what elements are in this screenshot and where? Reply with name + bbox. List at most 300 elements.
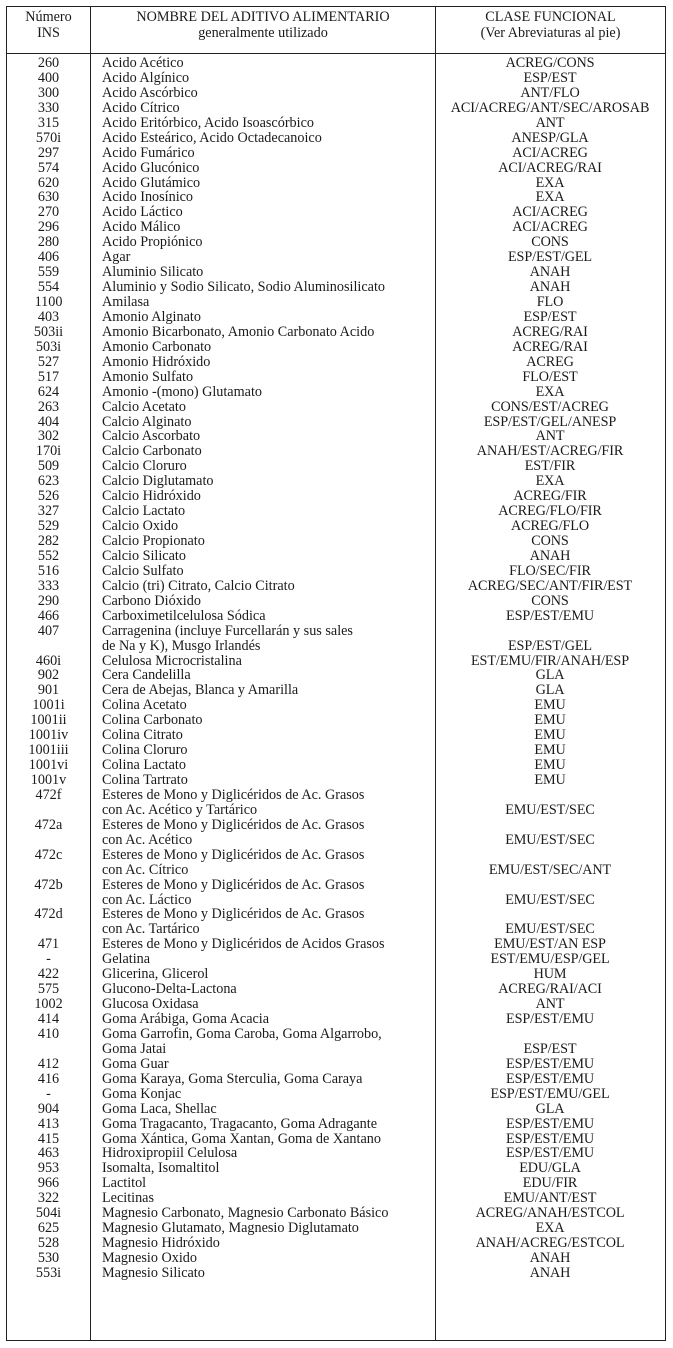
ins-number: 623 [37,473,60,490]
table-row [7,728,665,743]
additive-name-line: Goma Garrofin, Goma Caroba, Goma Algarrobo, [102,1025,382,1042]
functional-class-text: ACREG/CONS [505,55,595,71]
functional-class [435,713,665,728]
table-body [7,56,665,1281]
additive-name [90,1117,435,1132]
additive-name-line: Acido Láctico [102,204,183,221]
functional-class-text: CONS [531,234,569,251]
ins-number: 953 [37,1160,60,1177]
functional-class-text: EXA [535,473,565,490]
additive-name-line: Goma Karaya, Goma Sterculia, Goma Caraya [102,1070,363,1087]
functional-class-text: EMU/EST/AN ESP [494,936,606,953]
additive-name [90,415,435,430]
header-text: CLASE FUNCIONAL [485,9,616,25]
additive-name [90,937,435,952]
ins-number: 1001iii [28,742,69,759]
ins-number: 530 [37,1250,60,1266]
table-row [7,564,665,579]
additive-name-line: Esteres de Mono y Diglicéridos de Ac. Grasos [102,876,365,893]
ins-number: 333 [37,577,60,594]
table-row [7,1102,665,1117]
table-row [7,609,665,624]
additive-name-line: Colina Citrato [102,727,183,744]
functional-class [435,1027,665,1057]
additive-name-line: Colina Acetato [102,697,187,714]
table-row [7,190,665,205]
table-row [7,997,665,1012]
functional-class-text: EMU [534,712,566,729]
additive-name [90,624,435,654]
additive-name-line: Carboximetilcelulosa Sódica [102,607,266,624]
additive-name [90,668,435,683]
ins-number: 290 [37,592,60,609]
functional-class [435,146,665,161]
additive-name [90,609,435,624]
functional-class-text: ANESP/GLA [511,129,589,146]
ins-number: - [46,951,51,968]
additive-name [90,952,435,967]
ins-number: 472d [34,906,63,923]
table-row [7,773,665,788]
additive-name [90,997,435,1012]
functional-class [435,131,665,146]
header-text: (Ver Abreviaturas al pie) [480,25,621,41]
functional-class [435,818,665,848]
additive-name-line: Acido Fumárico [102,144,195,161]
ins-number: 406 [37,249,60,266]
additive-name [90,340,435,355]
additive-name-line: Acido Acético [102,55,184,71]
functional-class-text: FLO/EST [522,368,578,385]
additive-name [90,698,435,713]
ins-number: 300 [37,84,60,101]
additive-name-line: Aluminio y Sodio Silicato, Sodio Aluminosilicato [102,279,385,296]
header-divider [7,53,665,54]
functional-class [435,878,665,908]
additive-name [90,1027,435,1057]
functional-class-text: ACREG/RAI/ACI [498,981,602,998]
ins-number: 472a [34,816,63,833]
functional-class-text: EMU [534,742,566,759]
functional-class-text: ACREG/RAI [512,323,588,340]
functional-class [435,116,665,131]
table-row [7,474,665,489]
additive-name [90,1221,435,1236]
functional-class [435,190,665,205]
ins-number: 509 [37,458,60,475]
functional-class [435,997,665,1012]
ins-number: 315 [37,114,60,131]
additive-name-line: Esteres de Mono y Diglicéridos de Ac. Grasos [102,816,365,833]
additive-name-line: Celulosa Microcristalina [102,652,242,669]
additive-name [90,400,435,415]
additive-name-line: Amilasa [102,294,150,310]
additive-name-line: Magnesio Hidróxido [102,1235,220,1252]
functional-class [435,1251,665,1266]
functional-class-text: EXA [535,383,565,400]
additive-name [90,146,435,161]
header-ins-number [7,9,90,53]
additive-name [90,564,435,579]
additive-name [90,1087,435,1102]
additive-name-line: Lactitol [102,1175,147,1192]
functional-class [435,698,665,713]
additive-name-line: Carragenina (incluye Furcellarán y sus sales [102,622,353,639]
functional-class-text: ESP/EST/EMU [506,607,594,624]
table-row [7,161,665,176]
table-row [7,1161,665,1176]
additive-name [90,385,435,400]
additive-name-line: Calcio Hidróxido [102,488,201,505]
additive-name [90,370,435,385]
functional-class [435,220,665,235]
functional-class-text: HUM [533,966,567,983]
table-row [7,116,665,131]
functional-class [435,1057,665,1072]
functional-class [435,1087,665,1102]
functional-class [435,489,665,504]
additive-name [90,1102,435,1117]
table-row [7,624,665,654]
ins-number: 466 [37,607,60,624]
table-row [7,654,665,669]
additive-name-line: Magnesio Oxido [102,1250,197,1266]
additive-name [90,444,435,459]
ins-number: 554 [37,279,60,296]
functional-class [435,1161,665,1176]
functional-class-text: ANAH [529,1250,571,1266]
functional-class [435,907,665,937]
functional-class [435,564,665,579]
additive-name [90,1251,435,1266]
table-row [7,325,665,340]
additive-name [90,190,435,205]
table-row [7,131,665,146]
functional-class [435,504,665,519]
functional-class [435,176,665,191]
additive-name-line: Calcio (tri) Citrato, Calcio Citrato [102,577,295,594]
additive-name-line: Esteres de Mono y Diglicéridos de Acidos Grasos [102,936,385,953]
functional-class [435,967,665,982]
additive-name-line: Acido Inosínico [102,189,194,206]
additive-name [90,728,435,743]
functional-class-text: EXA [535,189,565,206]
ins-number: 1001ii [30,712,67,729]
ins-number: 410 [37,1025,60,1042]
additive-name-line: Colina Lactato [102,757,186,774]
functional-class-text: ESP/EST/EMU/GEL [490,1085,610,1102]
functional-class-text: ESP/EST/GEL [507,637,593,654]
additive-name [90,848,435,878]
functional-class [435,265,665,280]
ins-number: 472b [34,876,63,893]
functional-class-text: ESP/EST/EMU [506,1145,594,1162]
ins-number: 170i [35,443,62,460]
functional-class-text: EMU [534,757,566,774]
additive-name [90,579,435,594]
table-row [7,743,665,758]
additive-name-line: Calcio Lactato [102,503,186,520]
additive-name-line: Goma Xántica, Goma Xantan, Goma de Xantano [102,1130,381,1147]
ins-number: 407 [37,622,60,639]
functional-class [435,385,665,400]
functional-class-text: EXA [535,1220,565,1237]
table-row [7,56,665,71]
table-row [7,176,665,191]
additive-name [90,131,435,146]
additive-name-line: Goma Guar [102,1055,169,1072]
table-row [7,698,665,713]
functional-class-text: EMU/EST/SEC [505,801,595,818]
additive-name [90,280,435,295]
additive-name [90,967,435,982]
functional-class [435,71,665,86]
ins-number: 263 [37,398,60,415]
table-row [7,429,665,444]
additive-name-line: Goma Laca, Shellac [102,1100,217,1117]
additive-name-line: Lecitinas [102,1190,154,1207]
functional-class [435,86,665,101]
functional-class [435,1176,665,1191]
table-row [7,459,665,474]
table-row [7,818,665,848]
functional-class-text: ANAH/EST/ACREG/FIR [476,443,624,460]
functional-class-text: ESP/EST/EMU [506,1011,594,1027]
functional-class-text: ACREG [526,353,574,370]
functional-class-text: GLA [535,667,565,684]
functional-class-text: GLA [535,682,565,699]
functional-class [435,609,665,624]
additive-name [90,310,435,325]
functional-class-text: ESP/EST [523,308,577,325]
table-row [7,758,665,773]
ins-number: 472c [34,846,63,863]
functional-class-text: ACI/ACREG [512,144,588,161]
additive-name [90,982,435,997]
additive-name-line: Hidroxipropiil Celulosa [102,1145,238,1162]
functional-class-text: EST/FIR [524,458,576,475]
functional-class [435,1102,665,1117]
additive-name-line: Amonio Carbonato [102,338,212,355]
additive-name-line: Esteres de Mono y Diglicéridos de Ac. Grasos [102,906,365,923]
additive-name-line: Acido Málico [102,219,181,236]
additive-name-line: Calcio Sulfato [102,562,184,579]
additive-name [90,758,435,773]
ins-number: 1001v [30,772,67,788]
additive-name-line: Acido Glutámico [102,174,201,191]
additive-name-line: Acido Glucónico [102,159,200,176]
table-row [7,1221,665,1236]
functional-class-text: ESP/EST [523,1040,577,1057]
additive-name [90,205,435,220]
table-row [7,1266,665,1281]
ins-number: 404 [37,413,60,430]
additive-name-line: Colina Carbonato [102,712,203,729]
additive-name [90,1236,435,1251]
additive-name-line: Calcio Diglutamato [102,473,214,490]
table-row [7,668,665,683]
additive-name-line: Amonio Alginato [102,308,201,325]
ins-number: 553i [35,1264,62,1281]
functional-class-text: ESP/EST/EMU [506,1130,594,1147]
functional-class [435,101,665,116]
functional-class-text: EST/EMU/ESP/GEL [490,951,610,968]
table-row [7,1057,665,1072]
functional-class [435,325,665,340]
table-row [7,788,665,818]
ins-number: 415 [37,1130,60,1147]
functional-class-text: ACREG/SEC/ANT/FIR/EST [467,577,633,594]
additive-name [90,116,435,131]
functional-class [435,519,665,534]
additive-name [90,594,435,609]
ins-number: 624 [37,383,60,400]
functional-class-text: ANT [535,428,565,445]
ins-number: 901 [37,682,60,699]
functional-class [435,1221,665,1236]
functional-class-text: ACI/ACREG/ANT/SEC/AROSAB [450,99,650,116]
table-row [7,370,665,385]
additive-name-line: Acido Eritórbico, Acido Isoascórbico [102,114,314,131]
functional-class-text: ESP/EST [523,69,577,86]
ins-number: 516 [37,562,60,579]
additive-name-line: Calcio Carbonato [102,443,202,460]
additive-name-line: Agar [102,249,131,266]
functional-class-text: EMU [534,697,566,714]
ins-number: 902 [37,667,60,684]
additive-name [90,504,435,519]
additive-name-line: Goma Jatai [102,1040,167,1057]
additive-name-line: con Ac. Tartárico [102,921,200,938]
ins-number: 302 [37,428,60,445]
ins-number: 1002 [34,996,63,1013]
additive-name [90,355,435,370]
functional-class-text: CONS/EST/ACREG [491,398,609,415]
header-text: Número [25,9,72,25]
table-row [7,1012,665,1027]
table-row [7,101,665,116]
additive-name [90,818,435,848]
table-row [7,295,665,310]
additive-name [90,235,435,250]
functional-class [435,474,665,489]
table-row [7,594,665,609]
functional-class-text: EST/EMU/FIR/ANAH/ESP [470,652,630,669]
additive-name-line: Glucosa Oxidasa [102,996,199,1013]
table-row [7,310,665,325]
functional-class-text: ESP/EST/GEL/ANESP [483,413,617,430]
additive-name [90,1072,435,1087]
functional-class [435,205,665,220]
functional-class [435,295,665,310]
additive-name [90,1057,435,1072]
functional-class-text: ANT [535,996,565,1013]
additive-name [90,101,435,116]
table-row [7,355,665,370]
functional-class [435,1206,665,1221]
functional-class [435,355,665,370]
ins-number: 460i [35,652,62,669]
additive-name-line: Calcio Oxido [102,518,179,535]
functional-class [435,758,665,773]
additive-name-line: Calcio Propionato [102,533,205,549]
functional-class-text: ACI/ACREG [512,204,588,221]
functional-class-text: ACREG/FIR [513,488,587,505]
table-row [7,534,665,549]
additive-name [90,176,435,191]
functional-class [435,624,665,654]
functional-class-text: ACI/ACREG/RAI [498,159,602,176]
additive-name-line: Magnesio Glutamato, Magnesio Diglutamato [102,1220,359,1237]
functional-class-text: EMU/EST/SEC [505,831,595,848]
table-row [7,579,665,594]
ins-number: 904 [37,1100,60,1117]
additive-name [90,1146,435,1161]
ins-number: 330 [37,99,60,116]
functional-class [435,1191,665,1206]
functional-class-text: ANAH/ACREG/ESTCOL [475,1235,625,1252]
table-row [7,400,665,415]
table-row [7,444,665,459]
functional-class [435,444,665,459]
functional-class [435,250,665,265]
additive-name [90,878,435,908]
functional-class [435,400,665,415]
table-row [7,1251,665,1266]
functional-class-text: ACREG/ANAH/ESTCOL [475,1205,625,1222]
ins-number: 620 [37,174,60,191]
additive-name-line: Calcio Acetato [102,398,186,415]
additive-name [90,713,435,728]
additive-name-line: Calcio Cloruro [102,458,187,475]
table-row [7,1027,665,1057]
ins-number: 472f [35,786,62,803]
functional-class [435,579,665,594]
functional-class [435,429,665,444]
table-row [7,982,665,997]
ins-number: 414 [37,1011,60,1027]
additive-name-line: Goma Konjac [102,1085,182,1102]
table-row [7,265,665,280]
table-row [7,519,665,534]
additive-name-line: Acido Algínico [102,69,190,86]
additive-name [90,489,435,504]
additive-name-line: Gelatina [102,951,151,968]
table-row [7,683,665,698]
ins-number: 282 [37,533,60,549]
additive-name [90,519,435,534]
ins-number: 574 [37,159,60,176]
ins-number: 1100 [34,294,63,310]
header-text: generalmente utilizado [198,25,328,41]
additive-name-line: de Na y K), Musgo Irlandés [102,637,261,654]
additive-name [90,86,435,101]
additive-name [90,325,435,340]
functional-class [435,1236,665,1251]
additive-name-line: Cera de Abejas, Blanca y Amarilla [102,682,299,699]
ins-number: 570i [35,129,62,146]
additive-name [90,907,435,937]
additive-name-line: con Ac. Láctico [102,891,192,908]
table-row [7,86,665,101]
ins-number: 504i [35,1205,62,1222]
functional-class-text: ESP/EST/EMU [506,1115,594,1132]
additive-name-line: Calcio Silicato [102,547,186,564]
ins-number: 528 [37,1235,60,1252]
additive-name [90,56,435,71]
additive-name [90,220,435,235]
additive-name-line: Cera Candelilla [102,667,191,684]
